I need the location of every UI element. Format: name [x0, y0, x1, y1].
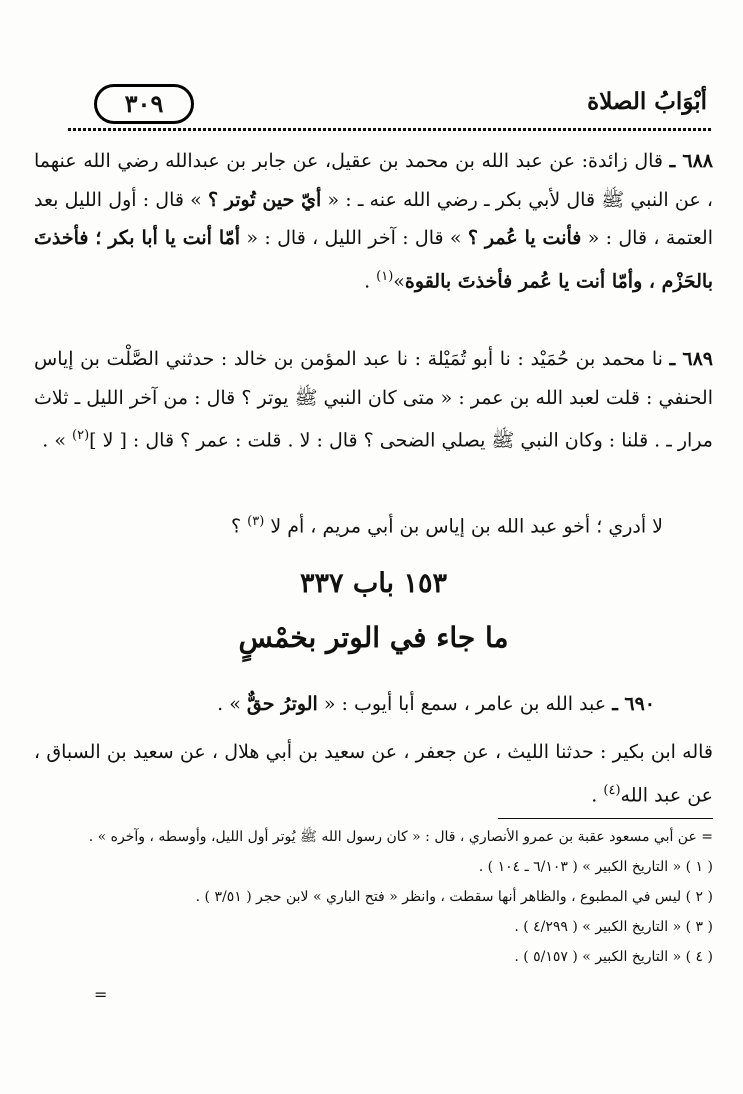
hadith-number: ٦٨٩ ـ: [669, 348, 713, 370]
hadith-quote: فأنت يا عُمر ؟: [467, 227, 582, 249]
footnote-item: ( ٤ ) « التاريخ الكبير » ( ٥/١٥٧ ) .: [514, 949, 713, 965]
hadith-text: »: [393, 269, 405, 292]
hadith-text: نا محمد بن حُمَيْد : نا أبو تُمَيْلة : نا عبد المؤمن بن خالد : حدثني الصَّلْت بن إياس الحنفي : قلت لعبد الله بن عمر : « متى كان النبي ﷺ يوتر ؟ قال : من آخر الليل ـ ثلاث مرار ـ . قلنا : وكان النبي ﷺ يصلي الضحى ؟ قال : لا . قلت : عمر ؟ قال : [ لا ]: [34, 348, 713, 452]
footnote-item: ( ١ ) « التاريخ الكبير » ( ٦/١٠٣ ـ ١٠٤ ) .: [478, 859, 713, 875]
hadith-text: عبد الله بن عامر ، سمع أبا أيوب : «: [323, 693, 607, 715]
hadith-number: ٦٨٨ ـ: [669, 150, 713, 172]
chapter-title: ما جاء في الوتر بخمْسٍ: [238, 621, 509, 654]
hadith-text: » .: [217, 693, 241, 715]
hadith-text: » .: [42, 429, 66, 452]
hadith-quote: الوترُ حقٌّ: [246, 693, 318, 715]
hadith-text: » قال : أول الليل بعد العتمة ، قال : «: [34, 188, 713, 249]
footnote-ref: (٢): [72, 428, 90, 443]
note-text: ؟: [231, 515, 242, 538]
hadith-689: [34, 340, 713, 460]
continues-mark: =: [94, 985, 108, 1004]
header-rule: [68, 128, 713, 131]
hadith-690-chain: [34, 733, 713, 814]
hadith-quote: أيّ حين تُوتر ؟: [207, 188, 322, 211]
running-header: [68, 82, 713, 132]
author-note: [34, 503, 663, 545]
hadith-text: .: [364, 269, 371, 292]
footnote-separator: [498, 818, 713, 819]
footnote-item: ( ٣ ) « التاريخ الكبير » ( ٤/٢٩٩ ) .: [514, 919, 713, 935]
hadith-690: [34, 685, 655, 723]
header-title: أبْوَابُ الصلاة: [587, 88, 707, 115]
footnote-ref: (٣): [247, 514, 265, 529]
hadith-quote: أمّا أنت يا أبا بكر ؛ فأخذتَ بالحَزْم ، وأمّا أنت يا عُمر فأخذتَ بالقوة: [34, 227, 713, 292]
hadith-number: ٦٩٠ ـ: [612, 693, 655, 715]
page-number: ٣٠٩: [94, 84, 194, 124]
footnote-continuation: = عن أبي مسعود عقبة بن عمرو الأنصاري ، قال : « كان رسول الله ﷺ يُوتر أول الليل، وأوسطه ، وآخره » .: [88, 829, 713, 845]
footnote-item: ( ٢ ) ليس في المطبوع ، والظاهر أنها سقطت ، وانظر « فتح الباري » لابن حجر ( ٣/٥١ ) .: [195, 889, 713, 905]
hadith-text: .: [591, 783, 598, 806]
hadith-688: [34, 142, 713, 300]
chapter-number: ١٥٣ باب ٣٣٧: [300, 568, 447, 599]
note-text: لا أدري ؛ أخو عبد الله بن إياس بن أبي مريم ، أم لا: [270, 515, 663, 538]
hadith-text: قال زائدة: عن عبد الله بن محمد بن عقيل، عن جابر بن عبدالله رضي الله عنهما ، عن النبي ﷺ قال لأبي بكر ـ رضي الله عنه ـ : «: [34, 150, 713, 211]
hadith-text: قاله ابن بكير : حدثنا الليث ، عن جعفر ، عن سعيد بن أبي هلال ، عن سعيد بن السباق ، عن عبد الله: [34, 741, 713, 806]
footnotes: [34, 822, 713, 972]
footnote-ref: (٤): [603, 782, 621, 798]
hadith-text: » قال : آخر الليل ، قال : «: [246, 227, 462, 249]
footnote-ref: (١): [376, 268, 394, 284]
